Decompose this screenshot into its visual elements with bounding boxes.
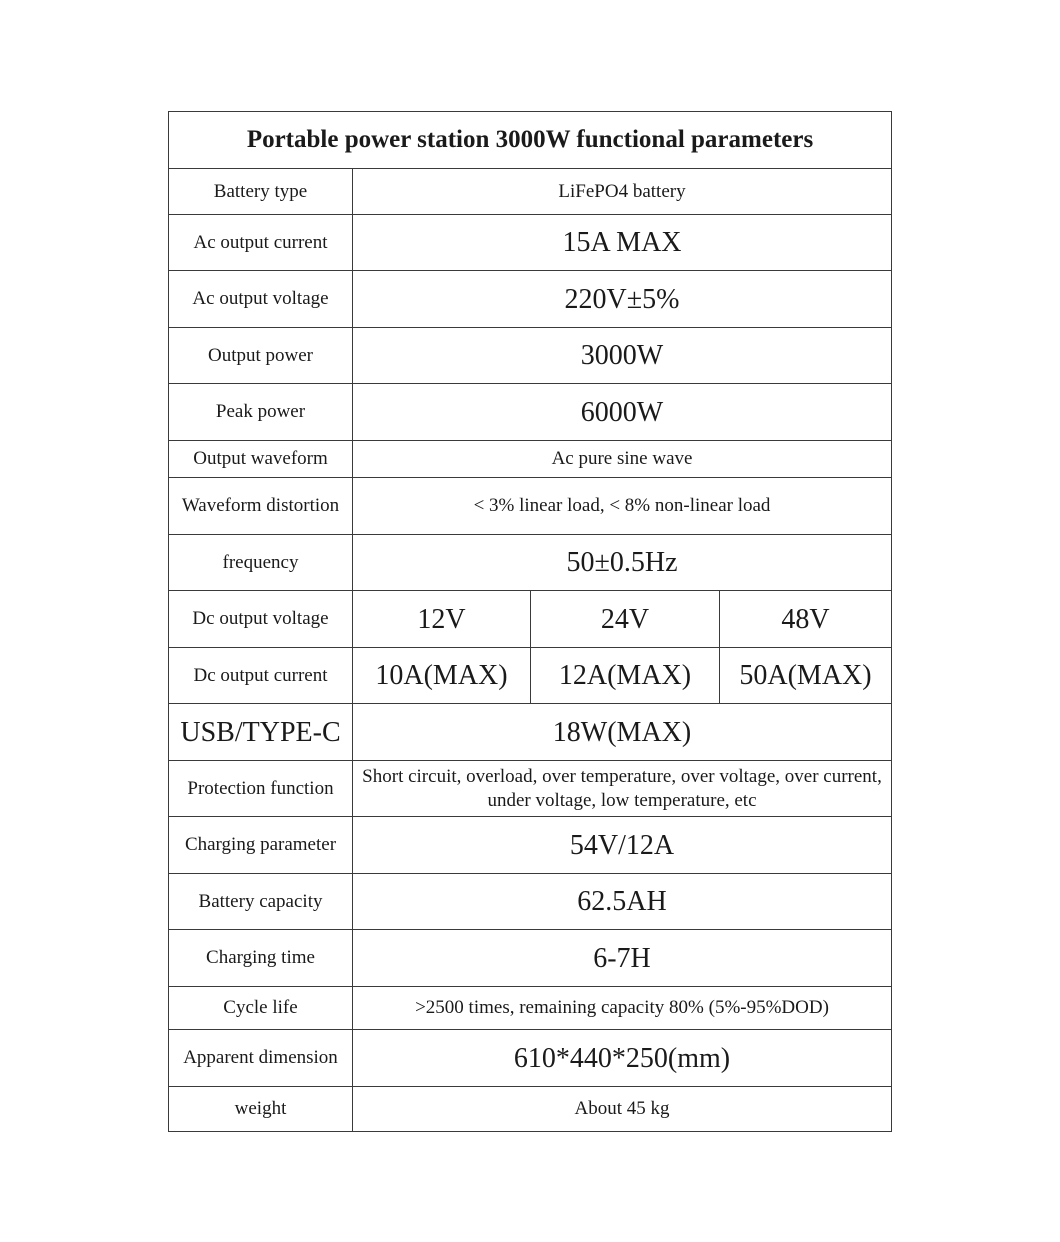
row-label: Output power — [169, 328, 353, 384]
row-label: Cycle life — [169, 987, 353, 1030]
row-label: Protection function — [169, 761, 353, 817]
table-row — [169, 987, 892, 1030]
row-label: frequency — [169, 535, 353, 591]
row-label: USB/TYPE-C — [169, 704, 353, 761]
row-value: 220V±5% — [353, 271, 892, 328]
row-label: Waveform distortion — [169, 478, 353, 535]
table-row — [169, 704, 892, 761]
dc-current-24v: 12A(MAX) — [531, 648, 720, 704]
dc-voltage-12v: 12V — [353, 591, 531, 648]
table-row — [169, 874, 892, 930]
dc-current-12v: 10A(MAX) — [353, 648, 531, 704]
row-label: Battery type — [169, 169, 353, 215]
row-value: 6000W — [353, 384, 892, 441]
row-label: Output waveform — [169, 441, 353, 478]
row-label: Charging parameter — [169, 817, 353, 874]
table-row — [169, 535, 892, 591]
table-row — [169, 441, 892, 478]
row-value: 54V/12A — [353, 817, 892, 874]
table-row — [169, 817, 892, 874]
row-label: Battery capacity — [169, 874, 353, 930]
row-label: Peak power — [169, 384, 353, 441]
row-label: Dc output voltage — [169, 591, 353, 648]
row-label: Dc output current — [169, 648, 353, 704]
row-value: 6-7H — [353, 930, 892, 987]
row-value: LiFePO4 battery — [353, 169, 892, 215]
table-row — [169, 478, 892, 535]
dc-current-48v: 50A(MAX) — [720, 648, 892, 704]
row-value: 62.5AH — [353, 874, 892, 930]
row-value: < 3% linear load, < 8% non-linear load — [353, 478, 892, 535]
row-label: Ac output voltage — [169, 271, 353, 328]
row-label: weight — [169, 1087, 353, 1132]
row-value: 18W(MAX) — [353, 704, 892, 761]
table-row — [169, 384, 892, 441]
row-value: 3000W — [353, 328, 892, 384]
table-row — [169, 169, 892, 215]
row-value: Ac pure sine wave — [353, 441, 892, 478]
table-row — [169, 1030, 892, 1087]
row-value: 610*440*250(mm) — [353, 1030, 892, 1087]
table-row — [169, 761, 892, 817]
dc-voltage-48v: 48V — [720, 591, 892, 648]
table-title: Portable power station 3000W functional parameters — [169, 112, 892, 169]
table-row — [169, 215, 892, 271]
row-value: 15A MAX — [353, 215, 892, 271]
table-row — [169, 271, 892, 328]
spec-table — [168, 111, 892, 1132]
row-label: Ac output current — [169, 215, 353, 271]
row-label: Apparent dimension — [169, 1030, 353, 1087]
table-row — [169, 648, 892, 704]
row-value: About 45 kg — [353, 1087, 892, 1132]
row-label: Charging time — [169, 930, 353, 987]
table-row — [169, 591, 892, 648]
table-row — [169, 328, 892, 384]
title-row — [169, 112, 892, 169]
row-value: Short circuit, overload, over temperature, over voltage, over current, under voltage, low temperature, etc — [353, 761, 892, 817]
row-value: 50±0.5Hz — [353, 535, 892, 591]
dc-voltage-24v: 24V — [531, 591, 720, 648]
table-row — [169, 930, 892, 987]
row-value: >2500 times, remaining capacity 80% (5%-95%DOD) — [353, 987, 892, 1030]
table-row — [169, 1087, 892, 1132]
